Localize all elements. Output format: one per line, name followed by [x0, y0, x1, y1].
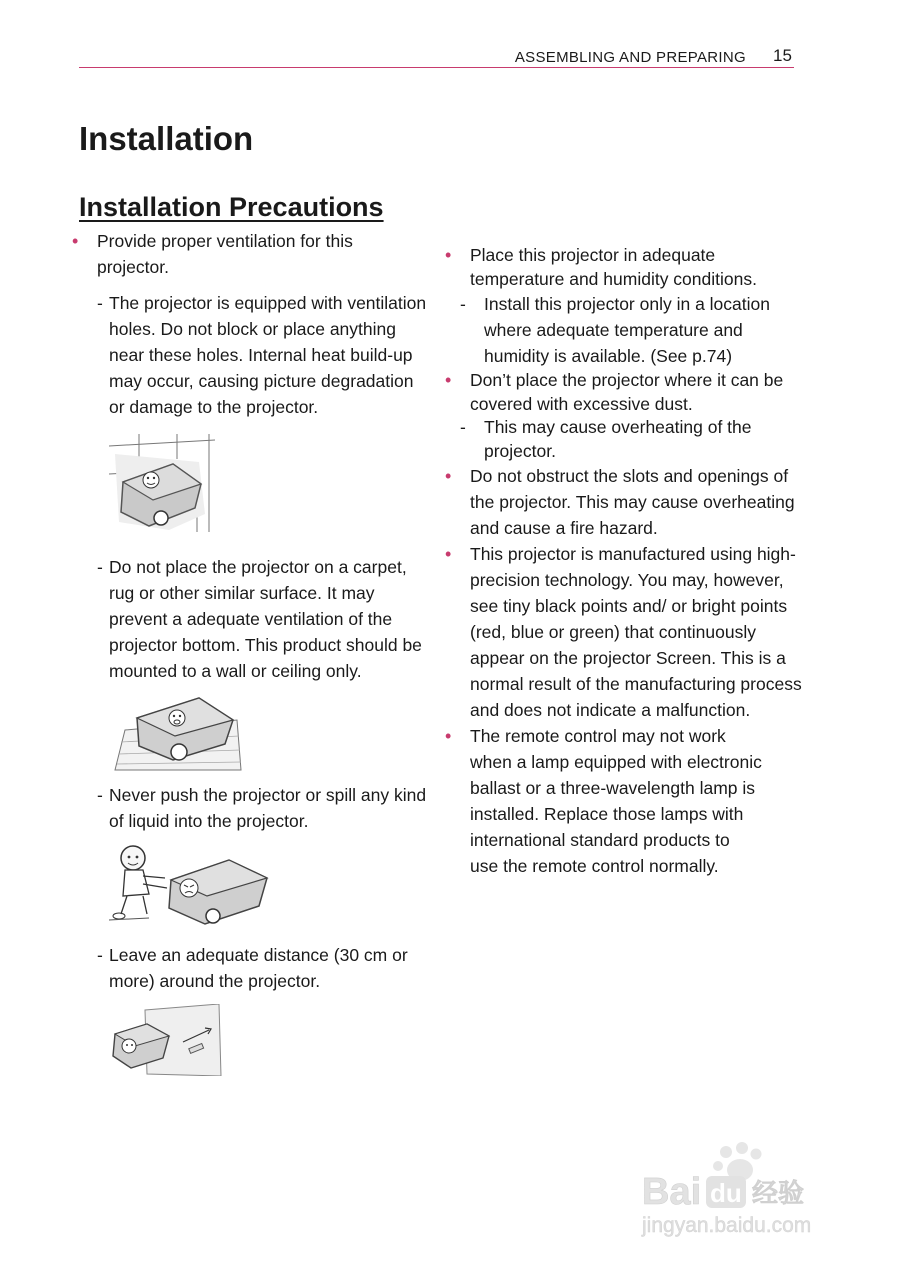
bullet-dot: • — [445, 544, 452, 564]
header-divider — [79, 67, 794, 68]
bullet-sub-item — [452, 291, 802, 369]
distance-illustration — [109, 1004, 223, 1076]
sub-item-ventilation — [79, 290, 429, 420]
bullet-sub-item — [452, 416, 802, 463]
bullet-item — [445, 463, 802, 541]
bullet-text: This projector is manufactured using high-precision technology. You may, however, see tiny black points and/ or bright points (red, blue or green) that continuously appear on the projector Screen. This is a normal result of the manufacturing process and does not indicate a malfunction. — [470, 544, 802, 720]
child-pushing-illustration — [109, 844, 271, 926]
dash: - — [460, 294, 466, 314]
bullet-item — [445, 244, 802, 291]
left-column — [72, 228, 429, 1076]
svg-text:du: du — [710, 1178, 742, 1208]
baidu-watermark-logo — [640, 1140, 850, 1250]
bullet-dot: • — [445, 245, 452, 265]
bullet-item — [72, 228, 429, 280]
sub-text: The projector is equipped with ventilation holes. Do not block or place anything near these holes. Internal heat build-up may occur, causing picture degradation or damage to the projector. — [109, 293, 427, 417]
bullet-text: Provide proper ventilation for this projector. — [97, 231, 353, 277]
bullet-text: The remote control may not work when a lamp equipped with electronic ballast or a three-wavelength lamp is installed. Replace those lamps with international standard products to use the remote control normally. — [470, 726, 762, 876]
sub-item-liquid — [79, 782, 429, 834]
sub-text: Never push the projector or spill any kind of liquid into the projector. — [109, 785, 427, 831]
dash: - — [460, 417, 466, 437]
dash: - — [97, 785, 103, 805]
sub-text: Leave an adequate distance (30 cm or more) around the projector. — [109, 945, 408, 991]
carpet-illustration — [111, 696, 245, 772]
page-number: 15 — [773, 46, 792, 65]
bullet-text: Don’t place the projector where it can be covered with excessive dust. — [470, 370, 784, 414]
bullet-dot: • — [72, 231, 79, 251]
page-title: Installation — [79, 120, 254, 157]
bullet-item — [445, 541, 802, 723]
bullet-text: Do not obstruct the slots and openings of the projector. This may cause overheating and cause a fire hazard. — [470, 466, 795, 538]
bullet-item — [445, 723, 802, 879]
bullet-sub-text: Install this projector only in a location where adequate temperature and humidity is available. (See p.74) — [484, 294, 770, 366]
sub-item-distance — [79, 942, 429, 994]
bullet-dot: • — [445, 370, 452, 390]
bullet-dot: • — [445, 726, 452, 746]
bullet-text: Place this projector in adequate temperature and humidity conditions. — [470, 245, 757, 289]
bullet-sub-text: This may cause overheating of the projector. — [484, 417, 752, 461]
svg-text:经验: 经验 — [752, 1179, 805, 1209]
right-column — [445, 244, 802, 879]
dash: - — [97, 557, 103, 577]
section-heading: Installation Precautions — [79, 192, 384, 222]
sub-item-carpet — [79, 554, 429, 684]
bullet-dot: • — [445, 466, 452, 486]
wall-ventilation-illustration — [109, 434, 215, 532]
bullet-item — [445, 369, 802, 416]
svg-text:Bai: Bai — [642, 1171, 702, 1213]
sub-text: Do not place the projector on a carpet, rug or other similar surface. It may prevent a adequate ventilation of the projector bottom. This product should be mounted to a wall or ceiling only. — [109, 557, 422, 681]
dash: - — [97, 945, 103, 965]
svg-text:jingyan.baidu.com: jingyan.baidu.com — [642, 1214, 812, 1237]
dash: - — [97, 293, 103, 313]
header-section-title: ASSEMBLING AND PREPARING — [514, 49, 746, 66]
